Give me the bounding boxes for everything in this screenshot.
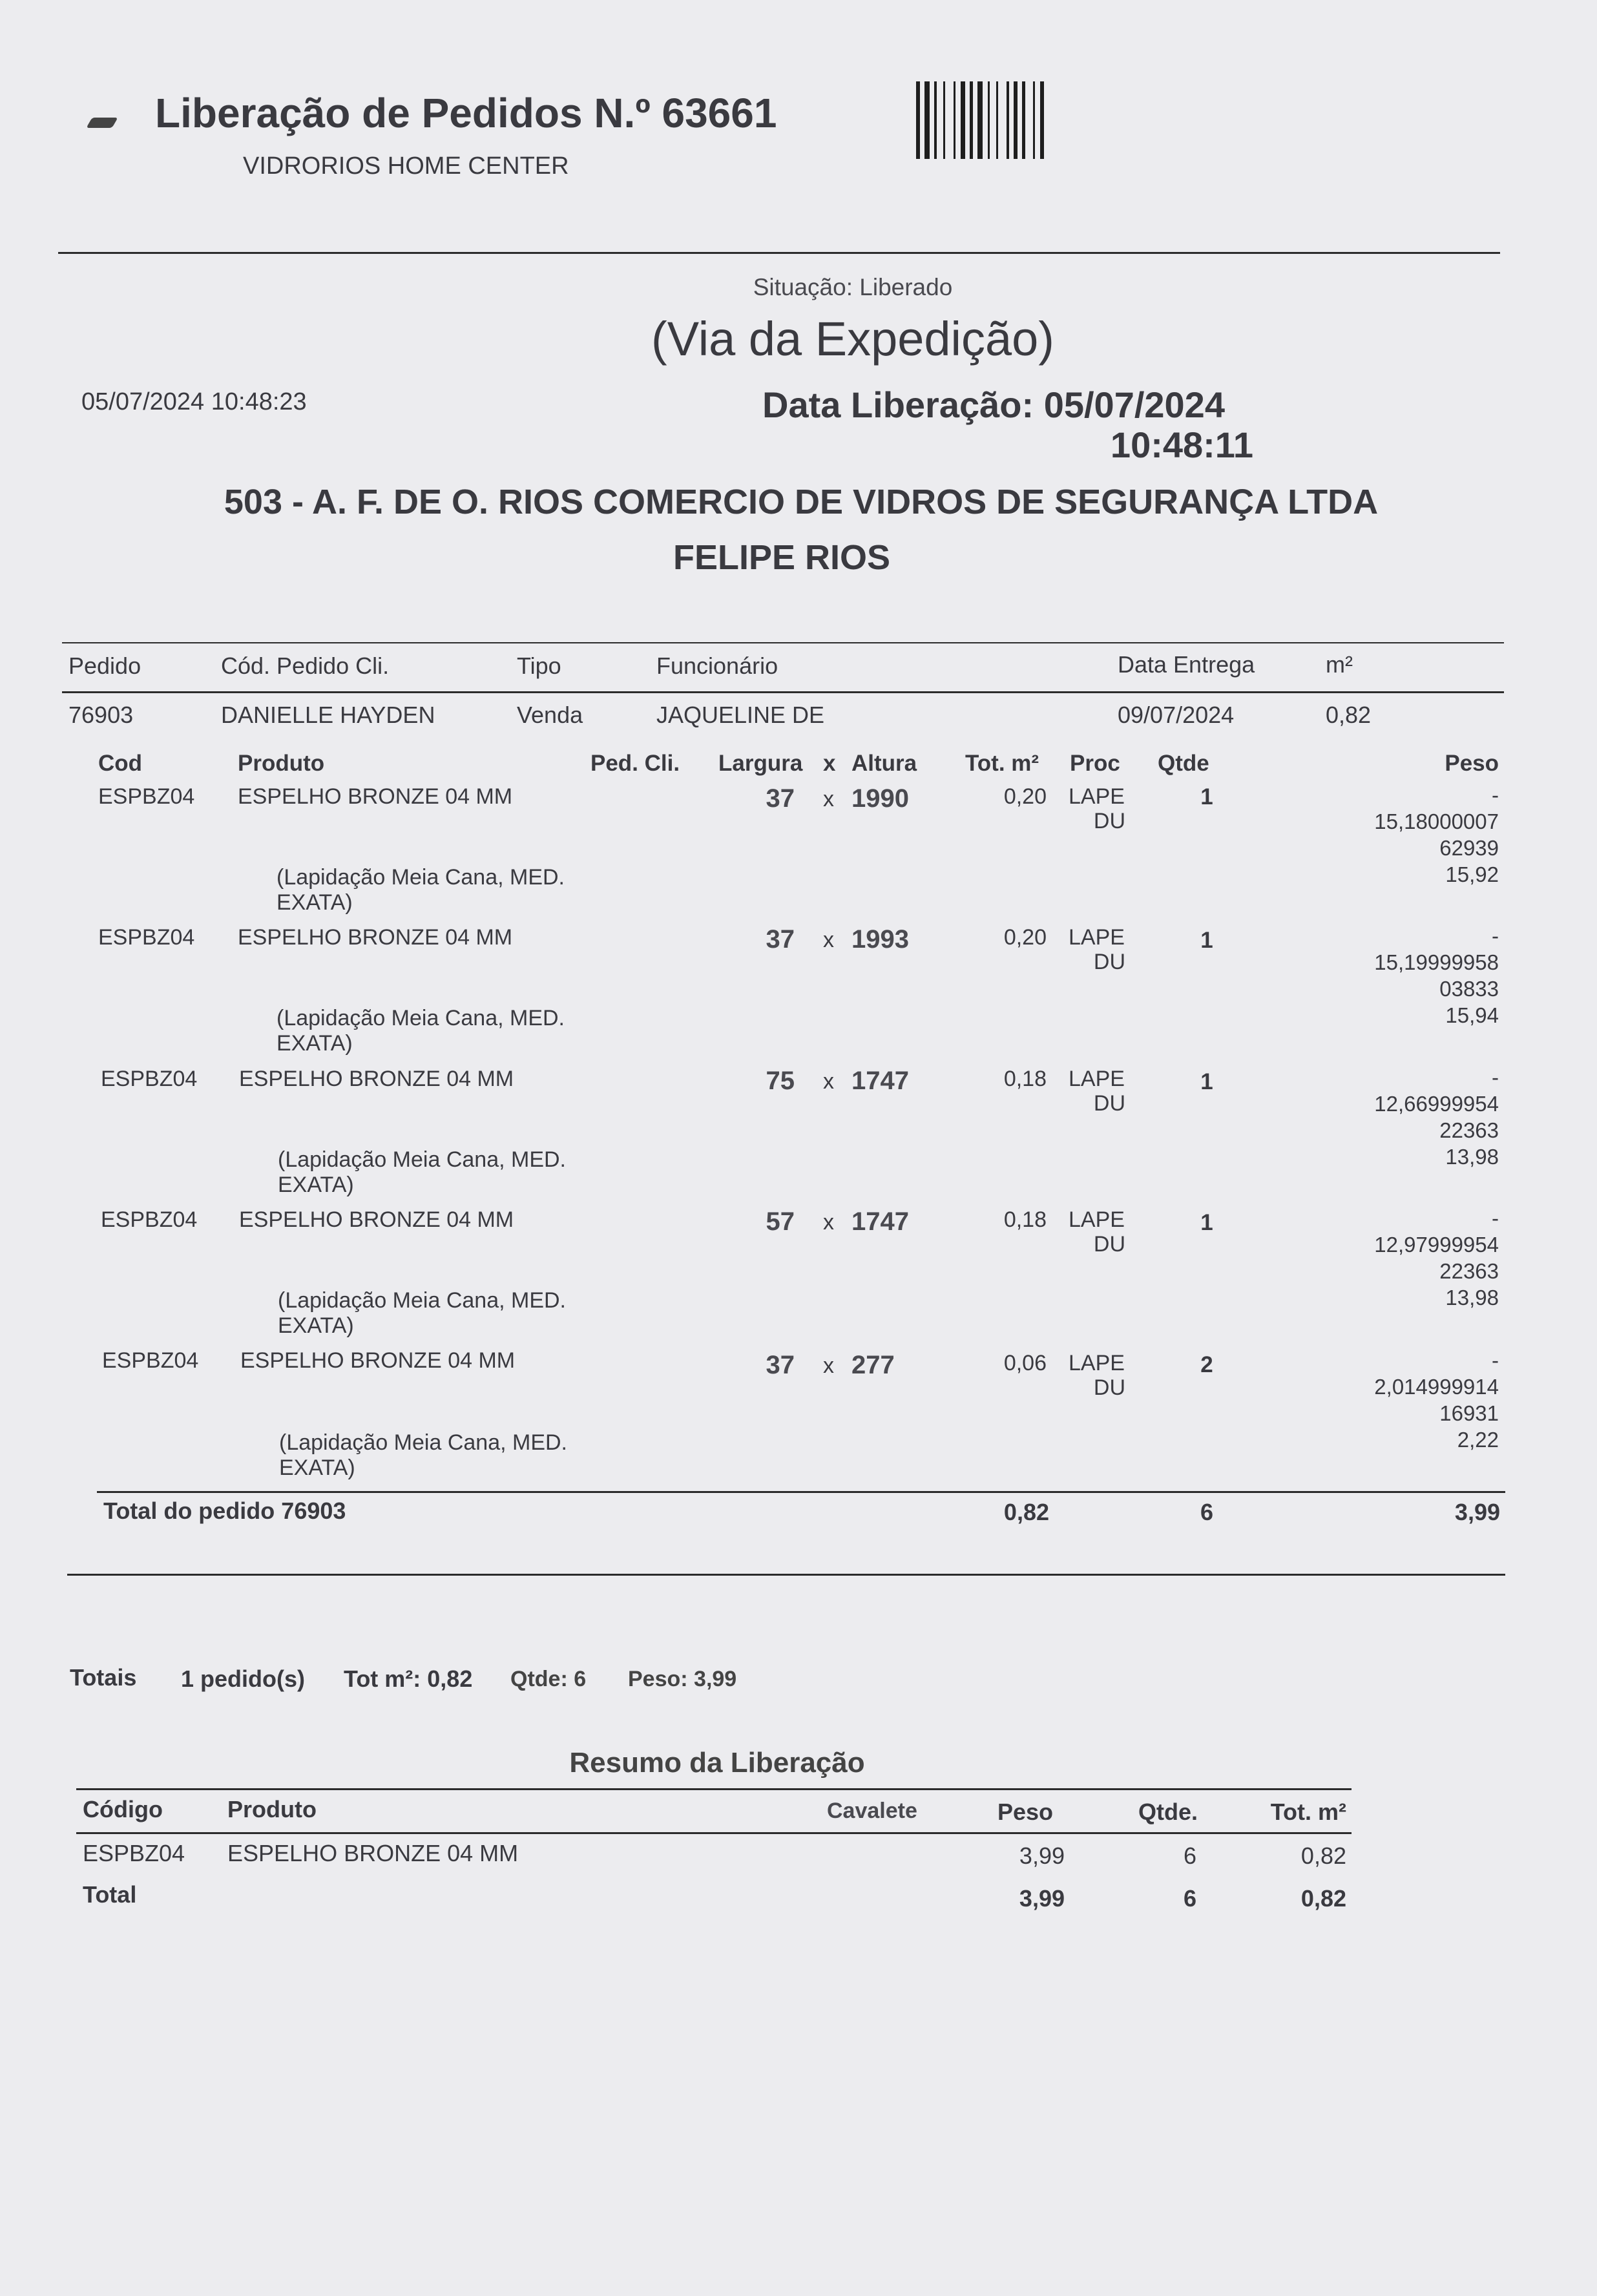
item-qtde: 1: [1200, 1069, 1213, 1094]
arrow-icon: [86, 118, 118, 128]
document-title: Liberação de Pedidos N.º 63661: [155, 90, 777, 136]
summary-col-peso: Peso: [997, 1799, 1054, 1825]
item-altura: 1993: [851, 925, 909, 954]
items-col-cod: Cod: [98, 751, 143, 776]
order-type: Venda: [517, 702, 583, 728]
item-largura: 37: [766, 925, 795, 954]
summary-codigo: ESPBZ04: [83, 1840, 185, 1866]
totals-orders: 1 pedido(s): [181, 1665, 306, 1692]
summary-col-codigo: Código: [83, 1796, 163, 1822]
items-col-altura: Altura: [851, 751, 917, 776]
item-qtde: 1: [1200, 784, 1213, 809]
item-note-line2: EXATA): [277, 890, 353, 915]
order-client-code: DANIELLE HAYDEN: [221, 702, 435, 728]
item-proc-line1: LAPE: [1069, 1351, 1125, 1375]
totals-peso: Peso: 3,99: [628, 1667, 737, 1691]
item-proc-line2: DU: [1093, 1091, 1125, 1116]
item-peso: 15,94: [1445, 1003, 1499, 1027]
item-peso-raw-line2: 16931: [1439, 1401, 1499, 1425]
item-cod: ESPBZ04: [98, 925, 195, 950]
summary-tot-m2: 0,82: [1300, 1842, 1346, 1869]
item-produto: ESPELHO BRONZE 04 MM: [239, 1067, 514, 1091]
summary-peso: 3,99: [1019, 1842, 1065, 1869]
item-note-line1: (Lapidação Meia Cana, MED.: [279, 1430, 568, 1455]
items-col-ped-cli: Ped. Cli.: [590, 751, 680, 776]
barcode-bar: [977, 81, 983, 159]
item-note-line2: EXATA): [278, 1173, 354, 1197]
item-produto: ESPELHO BRONZE 04 MM: [238, 925, 513, 950]
item-peso-raw-line2: 03833: [1439, 977, 1499, 1001]
summary-qtde: 6: [1183, 1842, 1197, 1869]
item-tot-m2: 0,20: [1003, 784, 1047, 809]
items-col-tot-m2: Tot. m²: [965, 751, 1039, 776]
item-cod: ESPBZ04: [101, 1207, 198, 1232]
item-proc-line1: LAPE: [1069, 1067, 1125, 1091]
item-qtde: 1: [1200, 1210, 1213, 1235]
status-label: Situação: Liberado: [753, 274, 953, 300]
barcode-bar: [1007, 81, 1009, 159]
items-col-qtde: Qtde: [1158, 751, 1209, 776]
items-col-peso: Peso: [1445, 751, 1499, 776]
totals-label: Totais: [70, 1664, 137, 1691]
item-produto: ESPELHO BRONZE 04 MM: [240, 1348, 516, 1373]
item-cod: ESPBZ04: [101, 1067, 198, 1091]
barcode-bar: [961, 81, 965, 159]
print-datetime: 05/07/2024 10:48:23: [81, 388, 307, 415]
order-delivery-date: 09/07/2024: [1118, 702, 1235, 728]
summary-col-produto: Produto: [227, 1796, 317, 1822]
item-tot-m2: 0,18: [1003, 1207, 1047, 1232]
order-table-top-rule: [62, 642, 1504, 643]
item-largura: 57: [766, 1207, 795, 1236]
order-number: 76903: [68, 702, 134, 728]
barcode-bar: [943, 81, 945, 159]
summary-total-peso: 3,99: [1019, 1885, 1065, 1912]
item-tot-m2: 0,20: [1003, 925, 1047, 950]
item-note-line2: EXATA): [279, 1456, 355, 1480]
summary-col-qtde: Qtde.: [1138, 1799, 1198, 1825]
item-note-line1: (Lapidação Meia Cana, MED.: [278, 1147, 567, 1172]
items-col-proc: Proc: [1070, 751, 1120, 776]
item-altura: 1747: [851, 1207, 909, 1236]
barcode-bar: [924, 81, 930, 159]
barcode-bar: [954, 81, 955, 159]
item-altura: 1747: [851, 1067, 909, 1095]
header-divider: [58, 252, 1500, 254]
item-peso: 2,22: [1457, 1428, 1499, 1452]
item-note-line1: (Lapidação Meia Cana, MED.: [278, 1288, 567, 1313]
summary-col-tot-m2: Tot. m²: [1270, 1799, 1346, 1825]
item-proc-line1: LAPE: [1069, 925, 1125, 950]
summary-total-m2: 0,82: [1300, 1885, 1346, 1912]
order-total-label: Total do pedido 76903: [103, 1498, 346, 1524]
item-peso-dash: -: [1492, 783, 1499, 807]
item-proc-line2: DU: [1093, 809, 1125, 833]
order-total-m2: 0,82: [1003, 1499, 1049, 1525]
totals-qtde: Qtde: 6: [510, 1667, 587, 1691]
item-qtde: 1: [1200, 928, 1213, 953]
item-x: x: [823, 787, 834, 811]
order-m2: 0,82: [1326, 702, 1372, 728]
item-peso-raw-line2: 62939: [1439, 836, 1499, 860]
totals-m2: Tot m²: 0,82: [344, 1665, 473, 1692]
release-date: Data Liberação: 05/07/2024: [762, 384, 1225, 425]
customer-name: 503 - A. F. DE O. RIOS COMERCIO DE VIDROS DE SEGURANÇA LTDA: [224, 483, 1379, 521]
item-note-line2: EXATA): [277, 1031, 353, 1056]
item-largura: 37: [766, 1351, 795, 1379]
company-name: VIDRORIOS HOME CENTER: [243, 152, 569, 180]
item-produto: ESPELHO BRONZE 04 MM: [238, 784, 513, 809]
item-peso: 13,98: [1445, 1145, 1499, 1169]
item-tot-m2: 0,06: [1003, 1351, 1047, 1375]
order-employee: JAQUELINE DE: [656, 702, 825, 728]
item-peso-raw-line1: 15,18000007: [1374, 809, 1499, 833]
barcode-bar: [934, 81, 937, 159]
item-note-line2: EXATA): [278, 1313, 354, 1338]
item-proc-line1: LAPE: [1069, 1207, 1125, 1232]
col-tipo: Tipo: [517, 652, 561, 679]
summary-title: Resumo da Liberação: [569, 1747, 865, 1779]
items-col-largura: Largura: [718, 751, 803, 776]
barcode-bar: [1022, 81, 1025, 159]
item-peso-raw-line2: 22363: [1439, 1118, 1499, 1142]
item-largura: 75: [766, 1067, 795, 1095]
item-peso-dash: -: [1492, 1206, 1499, 1230]
item-peso: 15,92: [1445, 862, 1499, 886]
item-cod: ESPBZ04: [102, 1348, 199, 1373]
item-largura: 37: [766, 784, 795, 813]
col-pedido: Pedido: [68, 652, 141, 679]
item-peso-raw-line1: 2,014999914: [1374, 1375, 1499, 1399]
item-peso-raw-line1: 15,19999958: [1374, 950, 1499, 974]
item-altura: 277: [851, 1351, 895, 1379]
item-altura: 1990: [851, 784, 909, 813]
summary-col-cavalete: Cavalete: [827, 1799, 917, 1823]
release-time: 10:48:11: [1110, 424, 1253, 465]
order-table-header-rule: [62, 691, 1504, 693]
copy-type-label: (Via da Expedição): [651, 312, 1054, 366]
barcode-bar: [1014, 81, 1018, 159]
col-m2: m²: [1326, 651, 1353, 678]
item-peso-dash: -: [1492, 1348, 1499, 1372]
item-produto: ESPELHO BRONZE 04 MM: [239, 1207, 514, 1232]
summary-top-rule: [76, 1788, 1352, 1790]
item-x: x: [823, 1210, 834, 1235]
item-x: x: [823, 1353, 834, 1378]
item-proc-line2: DU: [1093, 1375, 1125, 1400]
barcode-bar: [970, 81, 973, 159]
barcode-bar: [988, 81, 990, 159]
barcode-bar: [1033, 81, 1035, 159]
summary-total-label: Total: [83, 1881, 137, 1908]
item-peso: 13,98: [1445, 1286, 1499, 1310]
barcode-bar: [996, 81, 998, 159]
barcode-icon: [916, 81, 1165, 159]
item-qtde: 2: [1200, 1352, 1213, 1377]
summary-total-qtde: 6: [1183, 1885, 1197, 1912]
item-note-line1: (Lapidação Meia Cana, MED.: [277, 865, 565, 890]
barcode-bar: [1040, 81, 1044, 159]
item-peso-raw-line1: 12,97999954: [1374, 1233, 1499, 1257]
item-peso-dash: -: [1492, 1065, 1499, 1089]
customer-contact: FELIPE RIOS: [673, 538, 891, 577]
order-total-rule: [97, 1491, 1505, 1493]
item-peso-raw-line1: 12,66999954: [1374, 1092, 1499, 1116]
item-proc-line2: DU: [1093, 1232, 1125, 1257]
item-tot-m2: 0,18: [1003, 1067, 1047, 1091]
item-x: x: [823, 928, 834, 952]
item-x: x: [823, 1069, 834, 1094]
col-funcionario: Funcionário: [656, 652, 778, 679]
col-data-entrega: Data Entrega: [1118, 651, 1255, 678]
order-total-peso: 3,99: [1454, 1499, 1500, 1525]
summary-produto: ESPELHO BRONZE 04 MM: [227, 1840, 519, 1866]
item-peso-dash: -: [1492, 924, 1499, 948]
items-col-x: x: [823, 751, 836, 776]
summary-header-rule: [76, 1832, 1352, 1834]
col-cod-pedido-cli: Cód. Pedido Cli.: [221, 652, 390, 679]
item-note-line1: (Lapidação Meia Cana, MED.: [277, 1006, 565, 1030]
order-total-qtde: 6: [1200, 1499, 1214, 1525]
section-divider: [67, 1574, 1505, 1576]
item-peso-raw-line2: 22363: [1439, 1259, 1499, 1283]
item-proc-line1: LAPE: [1069, 784, 1125, 809]
item-cod: ESPBZ04: [98, 784, 195, 809]
barcode-bar: [916, 81, 920, 159]
items-col-produto: Produto: [238, 751, 325, 776]
item-proc-line2: DU: [1093, 950, 1125, 974]
